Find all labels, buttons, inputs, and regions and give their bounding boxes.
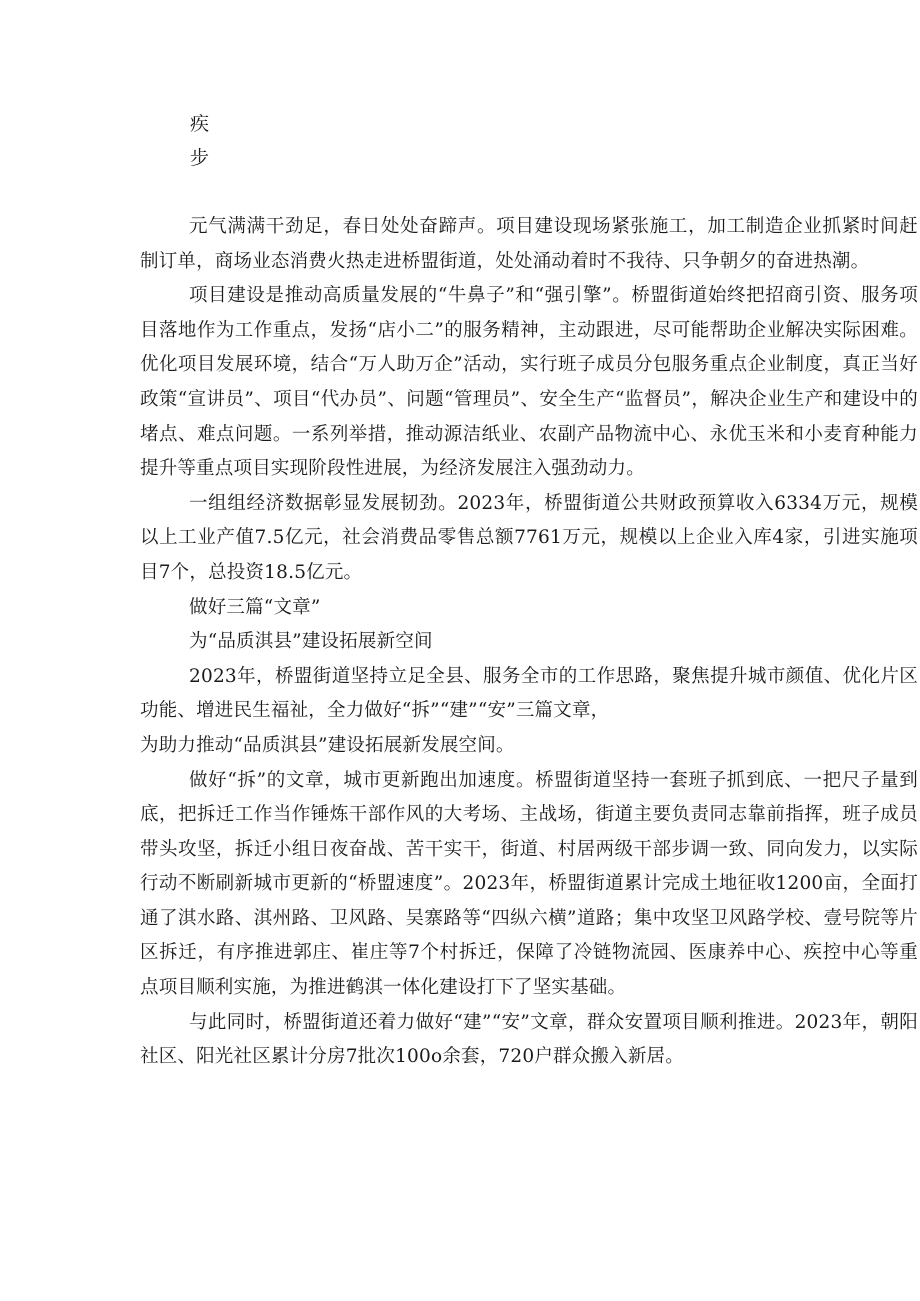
paragraph-project: 项目建设是推动高质量发展的“牛鼻子”和“强引擎”。桥盟街道始终把招商引资、服务项目落地作为工作重点，发扬“店小二”的服务精神，主动跟进，尽可能帮助企业解决实际困难。优化项目发展环境，结合“万人助万企”活动，实行班子成员分包服务重点企业制度，真正当好政策“宣讲员”、项目“代办员”、问题“管理员”、安全生产“监督员”，解决企业生产和建设中的堵点、难点问题。一系列举措，推动源洁纸业、农副产品物流中心、永优玉米和小麦育种能力提升等重点项目实现阶段性进展，为经济发展注入强劲动力。: [140, 285, 918, 480]
paragraph-resettlement: 与此同时，桥盟街道还着力做好“建”“安”文章，群众安置项目顺利推进。2023年，朝阳社区、阳光社区累计分房7批次100o余套，720户群众搬入新居。: [140, 1011, 918, 1068]
paragraph-2023-line-2: 为助力推动“品质淇县”建设拓展新发展空间。: [140, 734, 515, 756]
paragraph-2023-line-1: 2023年，桥盟街道坚持立足全县、服务全市的工作思路，聚焦提升城市颜值、优化片区功能、增进民生福祉，全力做好“拆”“建”“安”三篇文章，: [140, 665, 918, 722]
paragraph-data: 一组组经济数据彰显发展韧劲。2023年，桥盟街道公共财政预算收入6334万元，规模以上工业产值7.5亿元，社会消费品零售总额7761万元，规模以上企业入库4家，引进实施项目7个，总投资18.5亿元。: [140, 492, 918, 583]
paragraph-demolition: 做好“拆”的文章，城市更新跑出加速度。桥盟街道坚持一套班子抓到底、一把尺子量到底，把拆迁工作当作锤炼干部作风的大考场、主战场，街道主要负责同志靠前指挥，班子成员带头攻坚，拆迁小组日夜奋战、苦干实干，街道、村居两级干部步调一致、同向发力，以实际行动不断刷新城市更新的“桥盟速度”。2023年，桥盟街道累计完成土地征收1200亩，全面打通了淇水路、淇州路、卫风路、吴寨路等“四纵六横”道路；集中攻坚卫风路学校、壹号院等片区拆迁，有序推进郭庄、崔庄等7个村拆迁，保障了冷链物流园、医康养中心、疾控中心等重点项目顺利实施，为推进鹤淇一体化建设打下了坚实基础。: [140, 769, 918, 999]
section-heading-2: 为“品质淇县”建设拓展新空间: [189, 631, 433, 653]
paragraph-2023-plan: [140, 660, 918, 764]
article-body: [140, 210, 918, 1075]
vertical-char-1: 疾: [190, 113, 210, 135]
section-heading-1: 做好三篇“文章”: [189, 596, 321, 618]
vertical-char-2: 步: [190, 147, 210, 169]
paragraph-intro: 元气满满干劲足，春日处处奋蹄声。项目建设现场紧张施工，加工制造企业抓紧时间赶制订单，商场业态消费火热走进桥盟街道，处处涌动着时不我待、只争朝夕的奋进热潮。: [140, 216, 918, 272]
